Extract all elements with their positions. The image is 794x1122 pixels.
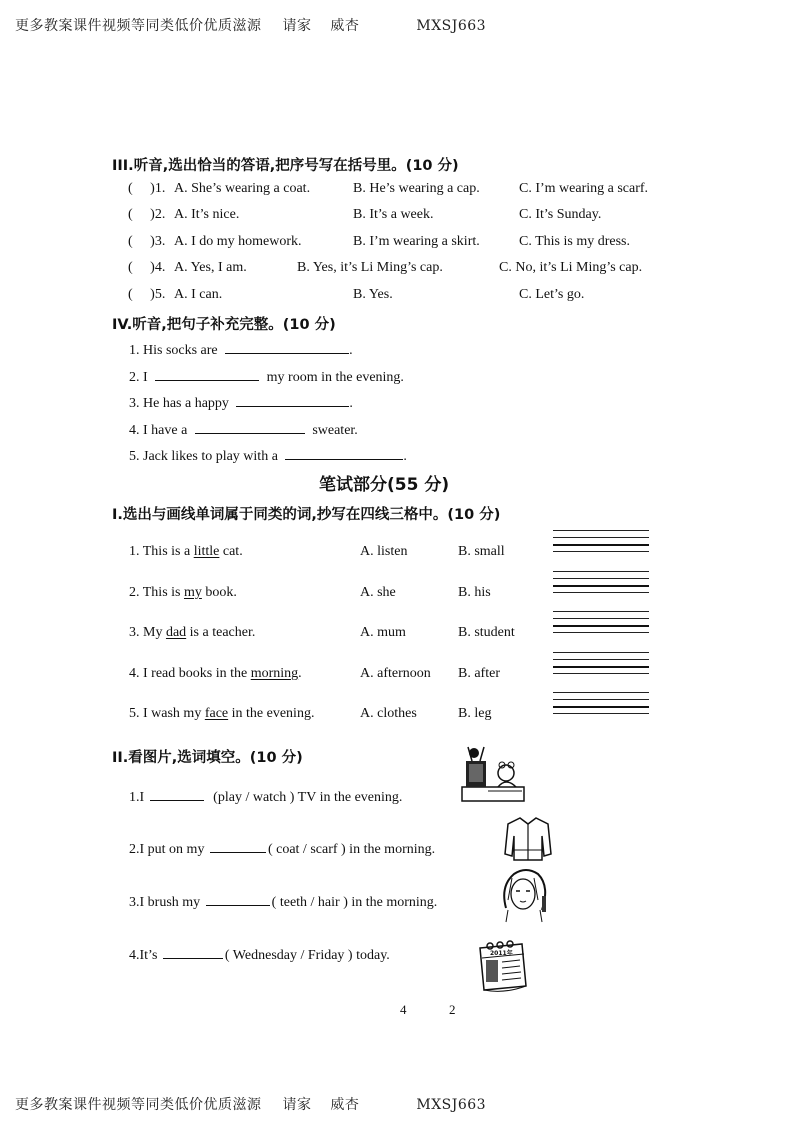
section-iv-title: IV.听音,把句子补充完整。(10 分): [112, 317, 336, 333]
list-item: [129, 787, 402, 806]
top-banner: [15, 15, 486, 35]
option-a: A. afternoon: [360, 666, 431, 681]
coat-icon: [503, 814, 553, 862]
option-c: C. Let’s go.: [519, 287, 585, 302]
answer-paren: (: [128, 287, 151, 302]
sentence-start: 4. I read books in the: [129, 666, 251, 681]
list-item: [129, 666, 302, 682]
sentence-start: 1.I: [129, 790, 145, 805]
option-b: B. his: [458, 585, 491, 600]
option-a: A. listen: [360, 544, 408, 559]
sentence-end: ( coat / scarf ) in the morning.: [267, 842, 436, 857]
item-number: )3.: [150, 234, 166, 249]
answer-paren: (: [128, 207, 151, 222]
list-item: [129, 367, 404, 386]
option-c: C. I’m wearing a scarf.: [519, 181, 649, 196]
list-item: [128, 234, 165, 250]
answer-blank[interactable]: [155, 367, 259, 381]
answer-blank[interactable]: [285, 446, 403, 460]
sentence-start: 4. I have a: [129, 423, 188, 438]
section-i-title: I.选出与画线单词属于同类的词,抄写在四线三格中。(10 分): [112, 507, 501, 523]
list-item: [129, 340, 353, 359]
item-number: )2.: [150, 207, 166, 222]
calendar-year: 2011年: [490, 950, 513, 957]
option-b: B. It’s a week.: [353, 207, 434, 222]
list-item: [128, 181, 165, 197]
list-item: [129, 446, 407, 465]
sentence-start: 5. I wash my: [129, 706, 205, 721]
answer-blank[interactable]: [206, 892, 270, 906]
banner-contact-name: 威杏: [330, 1097, 360, 1113]
underlined-word: little: [193, 544, 220, 559]
option-b: B. I’m wearing a skirt.: [353, 234, 480, 249]
sentence-end: is a teacher.: [186, 625, 256, 640]
answer-blank[interactable]: [210, 839, 266, 853]
option-c: C. This is my dress.: [519, 234, 630, 249]
option-b: B. student: [458, 625, 515, 640]
bottom-banner: [15, 1094, 486, 1114]
sentence-start: 2. This is: [129, 585, 184, 600]
item-number: )1.: [150, 181, 166, 196]
list-item: [129, 544, 243, 560]
option-a: A. She’s wearing a coat.: [174, 181, 311, 196]
calendar-icon: [474, 938, 530, 994]
page-number-left: 4: [400, 1002, 407, 1017]
answer-paren: (: [128, 260, 151, 275]
option-c: C. It’s Sunday.: [519, 207, 602, 222]
list-item: [129, 420, 358, 439]
sentence-end: ( teeth / hair ) in the morning.: [271, 895, 438, 910]
list-item: [128, 260, 165, 276]
sentence-start: 3. My: [129, 625, 166, 640]
option-a: A. clothes: [360, 706, 417, 721]
list-item: [129, 393, 353, 412]
list-item: [129, 945, 390, 964]
list-item: [128, 207, 165, 223]
option-a: A. mum: [360, 625, 406, 640]
answer-blank[interactable]: [195, 420, 305, 434]
sentence-start: 2.I put on my: [129, 842, 205, 857]
sentence-end: .: [349, 396, 353, 411]
sentence-end: cat.: [219, 544, 243, 559]
item-number: )4.: [150, 260, 166, 275]
answer-blank[interactable]: [225, 340, 349, 354]
sentence-end: sweater.: [312, 423, 358, 438]
sentence-start: 1. His socks are: [129, 343, 218, 358]
section-iii-title: III.听音,选出恰当的答语,把序号写在括号里。(10 分): [112, 158, 459, 174]
banner-text: 更多教案课件视频等同类低价优质滋源: [15, 1097, 262, 1113]
sentence-start: 4.It’s: [129, 948, 158, 963]
sentence-start: 3.I brush my: [129, 895, 201, 910]
underlined-word: dad: [165, 625, 187, 640]
banner-contact-label: 请家: [282, 18, 312, 34]
section-ii-title: II.看图片,选词填空。(10 分): [112, 750, 303, 766]
sentence-end: .: [298, 666, 302, 681]
option-b: B. leg: [458, 706, 492, 721]
sentence-end: .: [403, 449, 407, 464]
sentence-start: 3. He has a happy: [129, 396, 229, 411]
sentence-start: 2. I: [129, 370, 148, 385]
sentence-end: (play / watch ) TV in the evening.: [213, 790, 403, 805]
option-b: B. after: [458, 666, 500, 681]
answer-blank[interactable]: [150, 787, 204, 801]
option-c: C. No, it’s Li Ming’s cap.: [499, 260, 643, 275]
option-a: A. Yes, I am.: [174, 260, 247, 275]
option-a: A. It’s nice.: [174, 207, 240, 222]
answer-paren: (: [128, 234, 151, 249]
banner-contact-label: 请家: [282, 1097, 312, 1113]
list-item: [129, 839, 435, 858]
banner-id: MXSJ663: [416, 1097, 487, 1113]
option-b: B. small: [458, 544, 505, 559]
banner-id: MXSJ663: [416, 18, 487, 34]
item-number: )5.: [150, 287, 166, 302]
written-part-title: 笔试部分(55 分): [319, 475, 450, 495]
sentence-end: in the evening.: [228, 706, 315, 721]
option-a: A. I do my homework.: [174, 234, 302, 249]
sentence-end: .: [349, 343, 353, 358]
list-item: [129, 625, 255, 641]
option-a: A. she: [360, 585, 396, 600]
sentence-start: 1. This is a: [129, 544, 194, 559]
underlined-word: face: [204, 706, 229, 721]
option-a: A. I can.: [174, 287, 223, 302]
underlined-word: my: [183, 585, 202, 600]
list-item: [129, 585, 237, 601]
list-item: [129, 892, 437, 911]
page-number-right: 2: [449, 1002, 456, 1017]
sentence-end: ( Wednesday / Friday ) today.: [224, 948, 390, 963]
sentence-start: 5. Jack likes to play with a: [129, 449, 278, 464]
answer-blank[interactable]: [236, 393, 349, 407]
sentence-end: book.: [201, 585, 237, 600]
banner-text: 更多教案课件视频等同类低价优质滋源: [15, 18, 262, 34]
option-b: B. Yes.: [353, 287, 393, 302]
option-b: B. Yes, it’s Li Ming’s cap.: [297, 260, 443, 275]
girl-hair-icon: [494, 866, 552, 924]
list-item: [128, 287, 165, 303]
underlined-word: morning: [250, 666, 299, 681]
answer-blank[interactable]: [163, 945, 223, 959]
answer-paren: (: [128, 181, 151, 196]
list-item: [129, 706, 314, 722]
tv-icon: [458, 743, 532, 805]
sentence-end: my room in the evening.: [266, 370, 404, 385]
option-b: B. He’s wearing a cap.: [353, 181, 480, 196]
banner-contact-name: 威杏: [330, 18, 360, 34]
